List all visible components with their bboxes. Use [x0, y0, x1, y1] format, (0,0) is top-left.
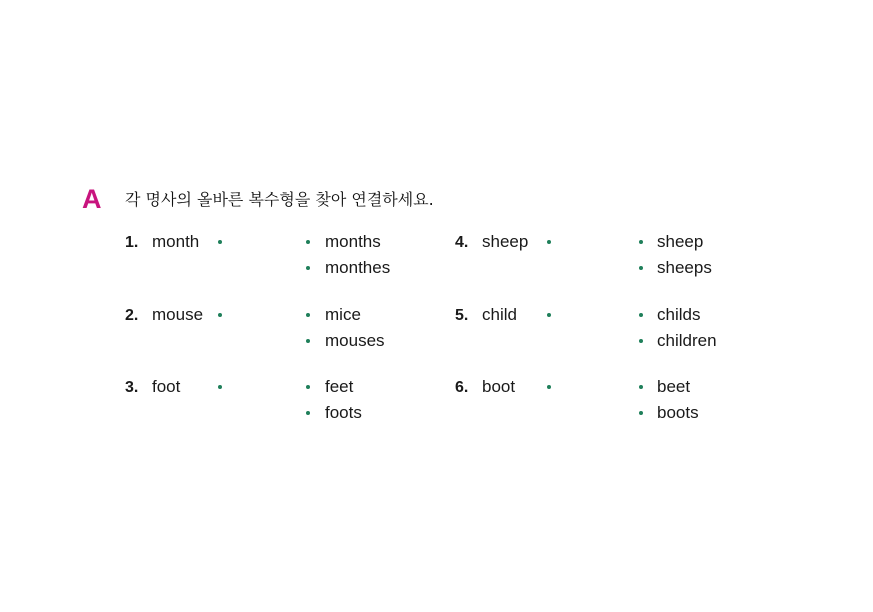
option-word: sheeps	[657, 258, 712, 277]
option-connect-dot[interactable]	[639, 411, 643, 415]
option-word: mouses	[325, 331, 385, 350]
option-connect-dot[interactable]	[639, 266, 643, 270]
question-word: sheep	[482, 232, 529, 251]
question-connect-dot[interactable]	[547, 240, 551, 244]
option-word: feet	[325, 377, 354, 396]
question-connect-dot[interactable]	[547, 313, 551, 317]
option-word: children	[657, 331, 717, 350]
question-word: foot	[152, 377, 181, 396]
option-word: months	[325, 232, 381, 251]
option-connect-dot[interactable]	[306, 339, 310, 343]
question-word: month	[152, 232, 200, 251]
option-word: childs	[657, 305, 701, 324]
option-connect-dot[interactable]	[639, 339, 643, 343]
instruction-text: 각 명사의 올바른 복수형을 찾아 연결하세요.	[125, 190, 434, 209]
option-word: monthes	[325, 258, 391, 277]
option-word: foots	[325, 403, 362, 422]
option-word: sheep	[657, 232, 704, 251]
question-number: 2.	[125, 307, 139, 324]
question-number: 5.	[455, 307, 469, 324]
question-number: 4.	[455, 234, 469, 251]
option-connect-dot[interactable]	[306, 240, 310, 244]
question-number: 6.	[455, 379, 469, 396]
question-number: 3.	[125, 379, 139, 396]
question-word: boot	[482, 377, 516, 396]
option-connect-dot[interactable]	[306, 266, 310, 270]
section-letter: A	[82, 184, 102, 214]
option-connect-dot[interactable]	[306, 411, 310, 415]
option-word: mice	[325, 305, 361, 324]
option-word: boots	[657, 403, 699, 422]
question-number: 1.	[125, 234, 139, 251]
option-connect-dot[interactable]	[639, 313, 643, 317]
option-connect-dot[interactable]	[639, 385, 643, 389]
question-word: child	[482, 305, 517, 324]
question-connect-dot[interactable]	[218, 385, 222, 389]
option-connect-dot[interactable]	[639, 240, 643, 244]
question-connect-dot[interactable]	[218, 240, 222, 244]
question-connect-dot[interactable]	[218, 313, 222, 317]
question-word: mouse	[152, 305, 204, 324]
question-connect-dot[interactable]	[547, 385, 551, 389]
option-connect-dot[interactable]	[306, 385, 310, 389]
option-connect-dot[interactable]	[306, 313, 310, 317]
option-word: beet	[657, 377, 691, 396]
